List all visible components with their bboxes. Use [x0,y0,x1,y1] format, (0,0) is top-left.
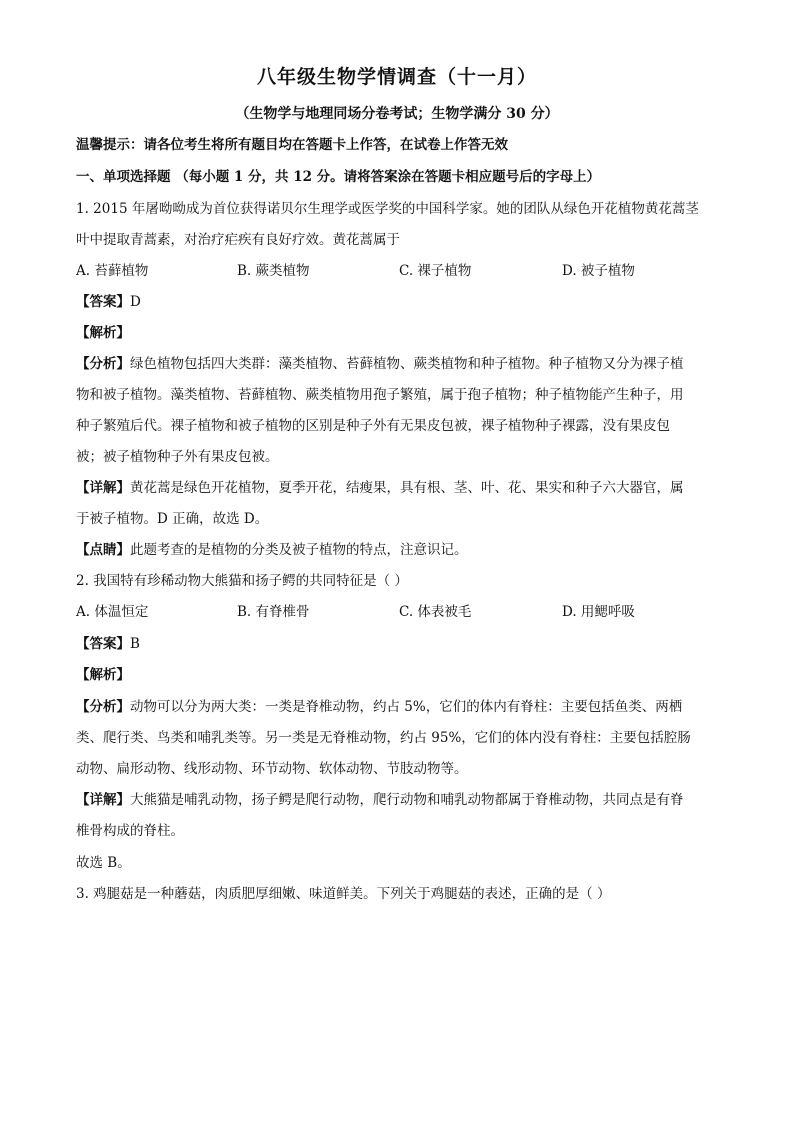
question-1-analysis-tag [76,323,734,343]
xiangjie-text: 黄花蒿是绿色开花植物，夏季开花，结瘦果，具有根、茎、叶、花、果实和种子六大器官，属 [130,480,684,496]
question-1-fenxi-line-3: 种子繁殖后代。裸子植物和被子植物的区别是种子外有无果皮包被，裸子植物种子裸露，没有果皮包 [76,418,670,434]
question-1-option-a: A. 苔藓植物 [76,263,149,279]
question-1-fenxi-line-1 [76,354,734,374]
xiangjie-text: 大熊猫是哺乳动物，扬子鳄是爬行动物，爬行动物和哺乳动物都属于脊椎动物，共同点是有脊 [130,792,684,808]
question-2-option-d: D. 用鳃呼吸 [562,604,635,620]
question-2-fenxi-line-1 [76,697,734,717]
answer-tag: 【答案】 [76,636,130,652]
question-1-xiangjie-line-1 [76,478,734,498]
fenxi-tag: 【分析】 [76,699,130,715]
page-title: 八年级生物学情调查（十一月） [256,66,537,88]
warm-tip: 温馨提示：请各位考生将所有题目均在答题卡上作答，在试卷上作答无效 [76,137,508,153]
question-3-stem: 3. 鸡腿菇是一种蘑菇，肉质肥厚细嫩、味道鲜美。下列关于鸡腿菇的表述，正确的是（ ） [76,886,611,902]
question-1-stem-line-2: 叶中提取青蒿素，对治疗疟疾有良好疗效。黄花蒿属于 [76,232,400,248]
question-1-option-d: D. 被子植物 [562,263,635,279]
xiangjie-tag: 【详解】 [76,792,130,808]
question-2-xiangjie-line-2: 椎骨构成的脊柱。 [76,823,184,839]
question-2-analysis-tag [76,665,734,685]
analysis-tag: 【解析】 [76,667,130,683]
fenxi-text: 绿色植物包括四大类群：藻类植物、苔藓植物、蕨类植物和种子植物。种子植物又分为裸子植 [130,356,684,372]
question-1-answer [76,292,734,312]
dianjing-tag: 【点睛】 [76,542,130,558]
question-2-option-c: C. 体表被毛 [399,604,472,620]
question-2-fenxi-line-3: 动物、扁形动物、线形动物、环节动物、软体动物、节肢动物等。 [76,761,468,777]
question-1-option-b: B. 蕨类植物 [237,263,310,279]
question-2-fenxi-line-2: 类、爬行类、鸟类和哺乳类等。另一类是无脊椎动物，约占 95%，它们的体内没有脊柱：主要包括腔肠 [76,730,691,746]
question-2-stem: 2. 我国特有珍稀动物大熊猫和扬子鳄的共同特征是（ ） [76,573,408,589]
question-1-option-c: C. 裸子植物 [399,263,472,279]
answer-tag: 【答案】 [76,294,130,310]
question-1-fenxi-line-4: 被；被子植物种子外有果皮包被。 [76,449,279,465]
question-1-xiangjie-line-2: 于被子植物。D 正确，故选 D。 [76,511,269,527]
question-1-stem-line-1: 1. 2015 年屠呦呦成为首位获得诺贝尔生理学或医学奖的中国科学家。她的团队从绿色开花植物黄花蒿茎 [76,201,699,217]
question-1-fenxi-line-2: 物和被子植物。藻类植物、苔藓植物、蕨类植物用孢子繁殖，属于孢子植物；种子植物能产生种子，用 [76,387,684,403]
question-2-option-b: B. 有脊椎骨 [237,604,310,620]
analysis-tag: 【解析】 [76,325,130,341]
answer-value: B [130,636,140,652]
answer-value: D [130,294,141,310]
question-2-answer [76,634,734,654]
fenxi-tag: 【分析】 [76,356,130,372]
question-2-conclusion: 故选 B。 [76,855,131,871]
section-heading: 一、单项选择题 （每小题 1 分，共 12 分。请将答案涂在答题卡相应题号后的字母上） [76,169,601,185]
page-subtitle: （生物学与地理同场分卷考试；生物学满分 30 分） [235,106,559,122]
question-2-option-a: A. 体温恒定 [76,604,149,620]
dianjing-text: 此题考查的是植物的分类及被子植物的特点，注意识记。 [130,542,468,558]
xiangjie-tag: 【详解】 [76,480,130,496]
fenxi-text: 动物可以分为两大类：一类是脊椎动物，约占 5%，它们的体内有脊柱：主要包括鱼类、两栖 [130,699,683,715]
question-2-xiangjie-line-1 [76,790,734,810]
question-1-dianjing [76,540,734,560]
